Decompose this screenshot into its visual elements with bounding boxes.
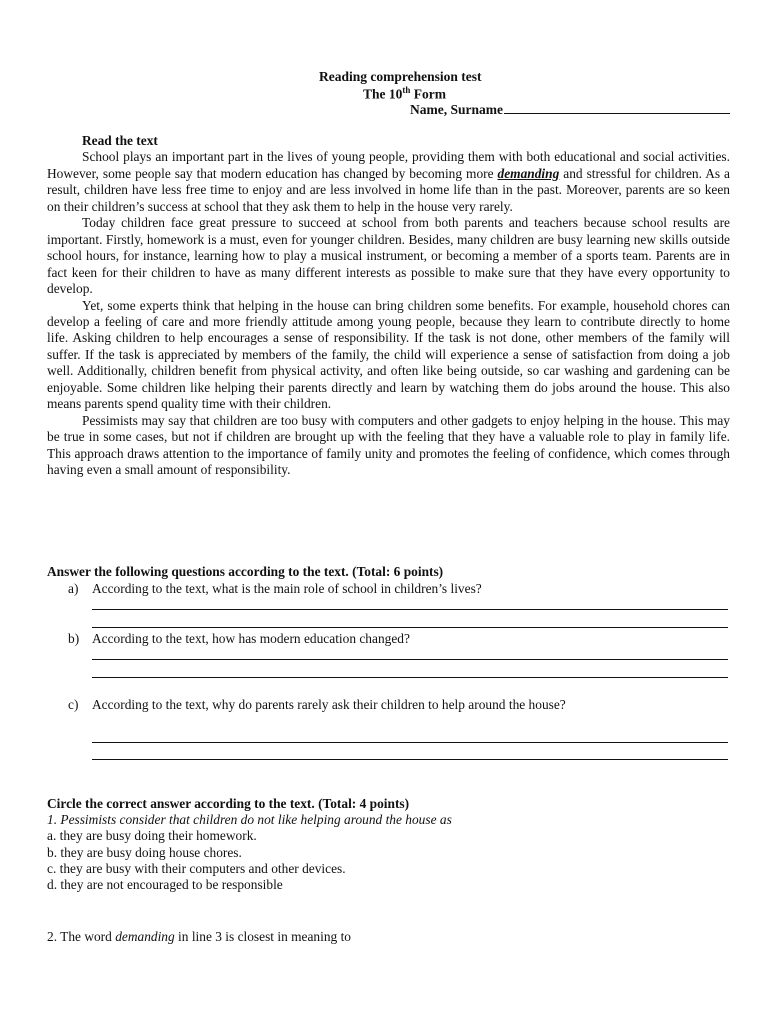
answer-line-b1[interactable] bbox=[92, 659, 728, 660]
question-letter: c) bbox=[68, 697, 79, 712]
paragraph-1: School plays an important part in the lives of young people, providing them with both educational and social activities. However, some people say that modern education has changed by becoming more demanding and stressful for children. As a result, children have less free time to enjoy and are less involved in home life than in the past. Moreover, parents are so keen on their children’s success at school that they ask them to help in the house very rarely. bbox=[47, 149, 730, 214]
question-text: According to the text, how has modern education changed? bbox=[92, 631, 410, 646]
name-surname-field[interactable]: Name, Surname bbox=[410, 102, 730, 118]
answer-line-c2[interactable] bbox=[92, 759, 728, 760]
answer-line-a1[interactable] bbox=[92, 609, 728, 610]
answer-line-c1[interactable] bbox=[92, 742, 728, 743]
questions-heading: Answer the following questions according to the text. (Total: 6 points) bbox=[47, 564, 444, 579]
paragraph-2: Today children face great pressure to succeed at school from both parents and teachers because school results are important. Firstly, homework is a must, even for younger children. Besides, many children are busy learning new skills outside school hours, for instance, learning how to play a musical instrument, or becoming a member of a sports team. Parents are in fact keen for their children to have as many different interests as possible to make sure that they have every opportunity to develop. bbox=[47, 215, 730, 297]
mc-question-1-stem: 1. Pessimists consider that children do not like helping around the house as bbox=[47, 812, 452, 827]
question-letter: b) bbox=[68, 631, 80, 646]
question-letter: a) bbox=[68, 581, 79, 596]
question-text: According to the text, why do parents rarely ask their children to help around the house? bbox=[92, 697, 566, 712]
mc-question-2-stem: 2. The word demanding in line 3 is closest in meaning to bbox=[47, 929, 351, 944]
answer-line-b2[interactable] bbox=[92, 677, 728, 678]
demanding-word-ref: demanding bbox=[115, 929, 175, 944]
paragraph-4: Pessimists may say that children are too busy with computers and other gadgets to enjoy helping in the house. This may be true in some cases, but not if children are brought up with the feeling that they have a valuable role to play in family life. This approach draws attention to the importance of family unity and promotes the feeling of confidence, which comes through having even a small amount of responsibility. bbox=[47, 412, 730, 478]
mc-option-c[interactable]: c. they are busy with their computers and other devices. bbox=[47, 861, 346, 876]
answer-line-a2[interactable] bbox=[92, 627, 728, 628]
name-write-line[interactable] bbox=[504, 102, 730, 114]
read-the-text-heading: Read the text bbox=[82, 133, 158, 148]
mc-option-b[interactable]: b. they are busy doing house chores. bbox=[47, 845, 242, 860]
question-c bbox=[68, 696, 730, 713]
reading-passage bbox=[47, 133, 730, 479]
multiple-choice-heading: Circle the correct answer according to the text. (Total: 4 points) bbox=[47, 796, 410, 811]
question-text: According to the text, what is the main role of school in children’s lives? bbox=[92, 581, 482, 596]
question-a bbox=[68, 580, 730, 597]
form-label: The 10th Form bbox=[363, 85, 447, 102]
demanding-word: demanding bbox=[497, 165, 560, 181]
mc-option-d[interactable]: d. they are not encouraged to be responsible bbox=[47, 877, 283, 892]
question-b bbox=[68, 630, 730, 647]
test-title: Reading comprehension test bbox=[319, 69, 482, 84]
mc-option-a[interactable]: a. they are busy doing their homework. bbox=[47, 828, 257, 843]
paragraph-3: Yet, some experts think that helping in the house can bring children some benefits. For example, household chores can develop a feeling of care and more friendly attitude among young people, because they learn to contribute directly to home life. Asking children to help encourages a sense of responsibility. If the task is not done, other members of the family will suffer. If the task is appreciated by members of the family, the child will experience a sense of satisfaction from doing a job well. Additionally, children benefit from physical activity, and often like being outside, so car washing and gardening can be enjoyable. Some children like helping their parents directly and learn by watching them do jobs around the house. This also means parents spend quality time with their children. bbox=[47, 297, 730, 412]
